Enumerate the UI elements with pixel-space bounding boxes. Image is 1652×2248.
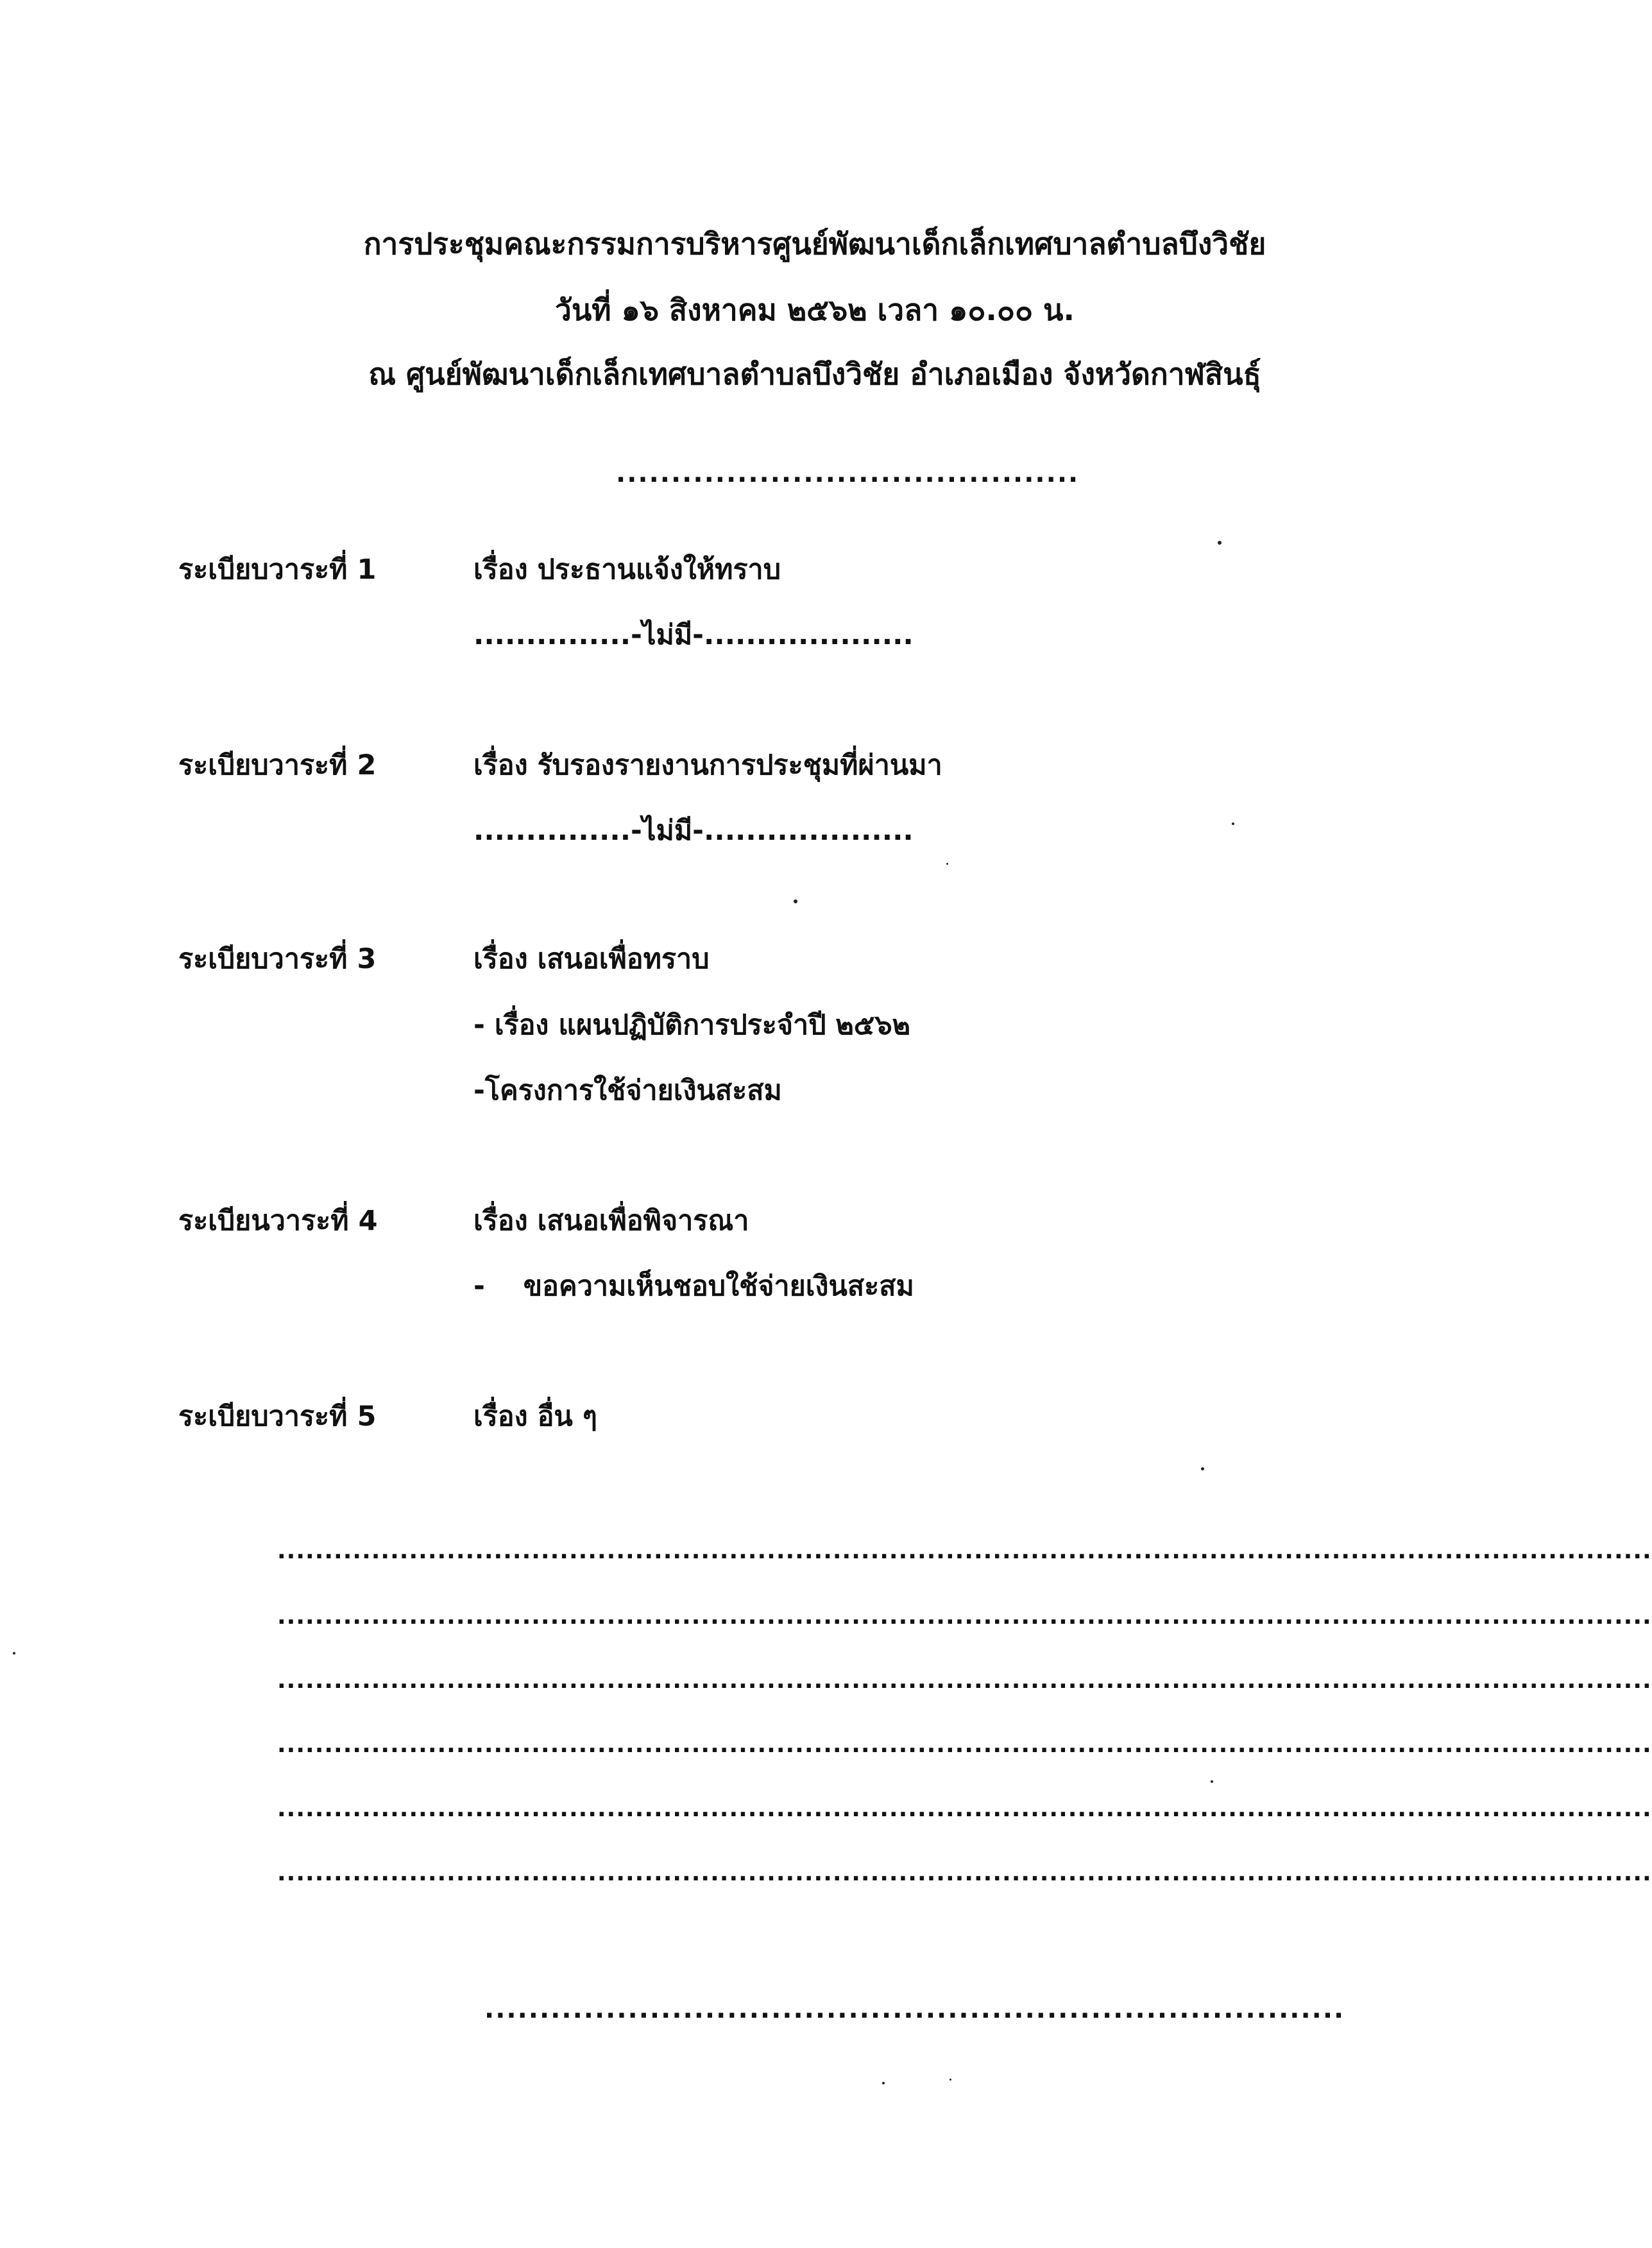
note-line: .................................................................................................................................................. [277, 1667, 1652, 1694]
agenda-4-title: เรื่อง เสนอเพื่อพิจารณา [473, 1205, 749, 1237]
agenda-1-label: ระเบียบวาระที่ 1 [178, 554, 377, 586]
agenda-3-label: ระเบียบวาระที่ 3 [178, 943, 377, 975]
agenda-1-title: เรื่อง ประธานแจ้งให้ทราบ [473, 554, 781, 586]
agenda-1-detail: ...............-ไม่มี-.................... [473, 619, 914, 651]
scan-speck [794, 899, 797, 903]
meeting-title: การประชุมคณะกรรมการบริหารศูนย์พัฒนาเด็กเล็กเทศบาลตำบลบึงวิชัย [363, 226, 1266, 261]
agenda-5-label: ระเบียบวาระที่ 5 [178, 1401, 377, 1433]
agenda-3-title: เรื่อง เสนอเพื่อทราบ [473, 943, 710, 975]
agenda-2-detail: ...............-ไม่มี-.................... [473, 815, 914, 847]
agenda-3-detail-2: -โครงการใช้จ่ายเงินสะสม [473, 1075, 782, 1107]
header-separator: .......................................... [616, 459, 1080, 488]
note-line: .................................................................................................................................................. [277, 1860, 1652, 1886]
agenda-4-detail: - ขอความเห็นชอบใช้จ่ายเงินสะสม [473, 1270, 914, 1302]
note-line: .................................................................................................................................................. [277, 1603, 1652, 1630]
scan-speck [1218, 541, 1222, 545]
agenda-3-detail-1: - เรื่อง แผนปฏิบัติการประจำปี ๒๕๖๒ [473, 1009, 910, 1041]
scan-speck [882, 2082, 885, 2084]
meeting-location: ณ ศูนย์พัฒนาเด็กเล็กเทศบาลตำบลบึงวิชัย อำเภอเมือง จังหวัดกาฬสินธุ์ [368, 357, 1261, 391]
agenda-2-title: เรื่อง รับรองรายงานการประชุมที่ผ่านมา [473, 749, 942, 781]
meeting-date-time: วันที่ ๑๖ สิงหาคม ๒๕๖๒ เวลา ๑๐.๐๐ น. [555, 293, 1075, 327]
note-line: .................................................................................................................................................. [277, 1796, 1652, 1822]
scan-speck [1232, 822, 1234, 825]
agenda-5-title: เรื่อง อื่น ๆ [473, 1401, 597, 1433]
agenda-4-label: ระเบียนวาระที่ 4 [178, 1205, 378, 1237]
footer-separator: .............................................................................. [484, 1995, 1345, 2024]
scan-speck [946, 863, 948, 865]
note-line: .................................................................................................................................................. [277, 1538, 1652, 1564]
scan-speck [1201, 1467, 1204, 1470]
agenda-2-label: ระเบียบวาระที่ 2 [178, 749, 377, 781]
scan-speck [949, 2079, 951, 2081]
scan-speck [13, 1652, 15, 1655]
note-line: .................................................................................................................................................. [277, 1732, 1652, 1758]
scan-speck [1211, 1780, 1213, 1783]
